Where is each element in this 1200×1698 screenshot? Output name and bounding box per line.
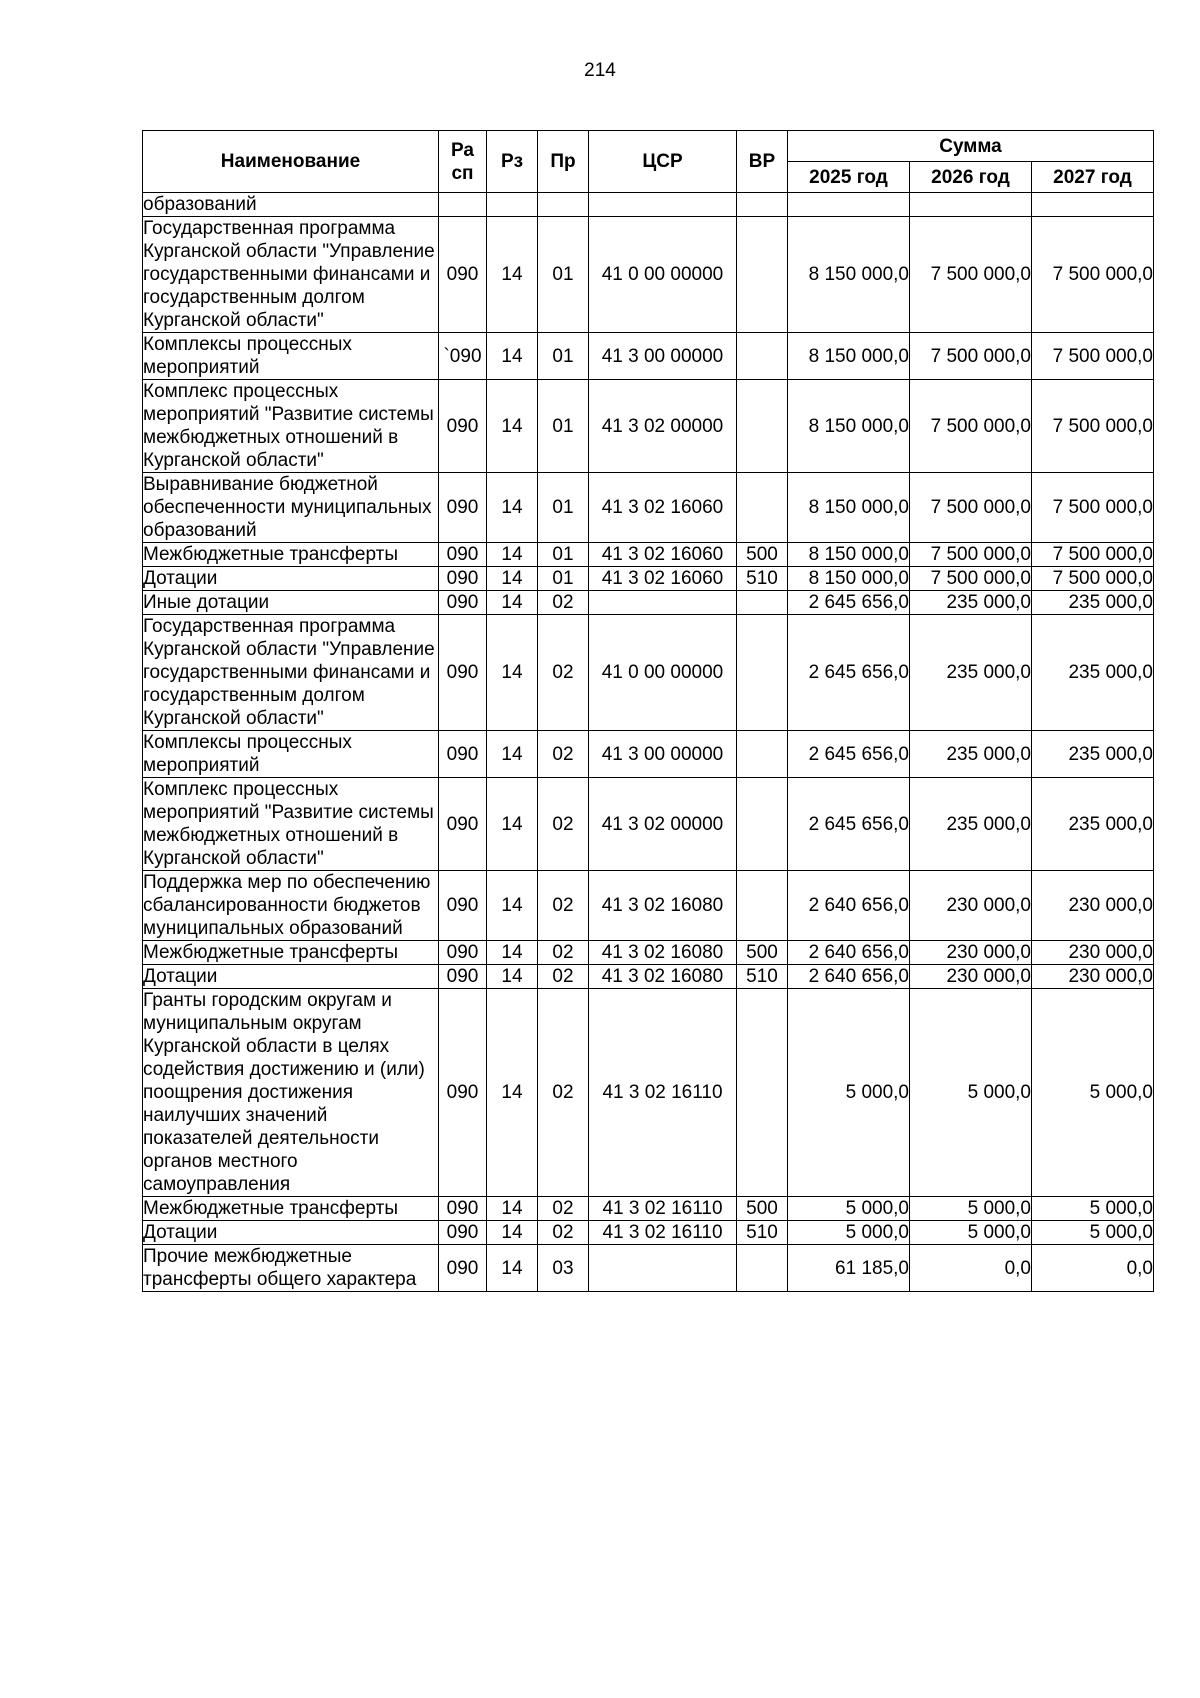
sum-2025-cell: 8 150 000,0 xyxy=(788,567,910,591)
sum-2025-cell: 5 000,0 xyxy=(788,1221,910,1245)
pr-cell: 01 xyxy=(538,567,589,591)
sum-2027-cell: 5 000,0 xyxy=(1032,989,1154,1197)
vr-cell: 500 xyxy=(737,543,788,567)
sum-2025-cell: 2 645 656,0 xyxy=(788,591,910,615)
sum-2025-cell: 2 640 656,0 xyxy=(788,965,910,989)
header-year-2025: 2025 год xyxy=(788,162,910,193)
table-row xyxy=(143,333,1154,380)
sum-2025-cell xyxy=(788,193,910,217)
name-cell: Комплекс процессных мероприятий "Развитие системы межбюджетных отношений в Курганской области" xyxy=(143,380,439,473)
table-row xyxy=(143,193,1154,217)
name-cell: Дотации xyxy=(143,1221,439,1245)
table-row xyxy=(143,941,1154,965)
sum-2026-cell: 230 000,0 xyxy=(910,941,1032,965)
sum-2027-cell xyxy=(1032,193,1154,217)
csr-cell: 41 3 02 16080 xyxy=(589,871,737,941)
table-row xyxy=(143,989,1154,1197)
csr-cell: 41 3 02 16080 xyxy=(589,965,737,989)
sum-2027-cell: 235 000,0 xyxy=(1032,591,1154,615)
sum-2026-cell: 7 500 000,0 xyxy=(910,217,1032,333)
csr-cell: 41 3 00 00000 xyxy=(589,333,737,380)
rasp-cell: 090 xyxy=(439,778,487,871)
table-row xyxy=(143,1245,1154,1292)
name-cell: Поддержка мер по обеспечению сбалансированности бюджетов муниципальных образований xyxy=(143,871,439,941)
rasp-cell: 090 xyxy=(439,380,487,473)
sum-2025-cell: 8 150 000,0 xyxy=(788,380,910,473)
table-row xyxy=(143,380,1154,473)
sum-2027-cell: 5 000,0 xyxy=(1032,1197,1154,1221)
sum-2025-cell: 2 640 656,0 xyxy=(788,941,910,965)
vr-cell xyxy=(737,731,788,778)
csr-cell: 41 3 02 16060 xyxy=(589,543,737,567)
csr-cell: 41 3 02 00000 xyxy=(589,380,737,473)
table-row xyxy=(143,965,1154,989)
sum-2027-cell: 7 500 000,0 xyxy=(1032,217,1154,333)
csr-cell xyxy=(589,591,737,615)
table-row xyxy=(143,543,1154,567)
name-cell: Выравнивание бюджетной обеспеченности муниципальных образований xyxy=(143,473,439,543)
sum-2025-cell: 5 000,0 xyxy=(788,989,910,1197)
sum-2027-cell: 230 000,0 xyxy=(1032,965,1154,989)
vr-cell xyxy=(737,473,788,543)
rz-cell: 14 xyxy=(487,989,538,1197)
header-rz: Рз xyxy=(487,131,538,193)
sum-2026-cell: 5 000,0 xyxy=(910,989,1032,1197)
csr-cell: 41 3 02 16080 xyxy=(589,941,737,965)
rz-cell: 14 xyxy=(487,941,538,965)
pr-cell: 02 xyxy=(538,1197,589,1221)
sum-2026-cell xyxy=(910,193,1032,217)
pr-cell: 02 xyxy=(538,989,589,1197)
vr-cell: 510 xyxy=(737,965,788,989)
vr-cell xyxy=(737,871,788,941)
rz-cell: 14 xyxy=(487,380,538,473)
table-row xyxy=(143,1221,1154,1245)
name-cell: Комплексы процессных мероприятий xyxy=(143,333,439,380)
sum-2025-cell: 5 000,0 xyxy=(788,1197,910,1221)
vr-cell xyxy=(737,778,788,871)
name-cell: Дотации xyxy=(143,567,439,591)
sum-2027-cell: 7 500 000,0 xyxy=(1032,567,1154,591)
sum-2026-cell: 235 000,0 xyxy=(910,731,1032,778)
pr-cell: 01 xyxy=(538,333,589,380)
csr-cell: 41 3 02 16110 xyxy=(589,1221,737,1245)
sum-2026-cell: 5 000,0 xyxy=(910,1197,1032,1221)
sum-2027-cell: 5 000,0 xyxy=(1032,1221,1154,1245)
rz-cell: 14 xyxy=(487,1221,538,1245)
pr-cell: 02 xyxy=(538,871,589,941)
pr-cell: 01 xyxy=(538,380,589,473)
header-year-2027: 2027 год xyxy=(1032,162,1154,193)
rasp-cell: 090 xyxy=(439,473,487,543)
vr-cell xyxy=(737,591,788,615)
rz-cell: 14 xyxy=(487,473,538,543)
header-sum: Сумма xyxy=(788,131,1154,162)
table-row xyxy=(143,615,1154,731)
csr-cell: 41 3 02 16060 xyxy=(589,473,737,543)
sum-2025-cell: 8 150 000,0 xyxy=(788,333,910,380)
sum-2026-cell: 7 500 000,0 xyxy=(910,543,1032,567)
sum-2026-cell: 235 000,0 xyxy=(910,615,1032,731)
vr-cell xyxy=(737,615,788,731)
rasp-cell: 090 xyxy=(439,965,487,989)
pr-cell: 02 xyxy=(538,965,589,989)
sum-2026-cell: 230 000,0 xyxy=(910,871,1032,941)
vr-cell: 510 xyxy=(737,1221,788,1245)
vr-cell xyxy=(737,1245,788,1292)
csr-cell: 41 3 02 16060 xyxy=(589,567,737,591)
rasp-cell: 090 xyxy=(439,591,487,615)
pr-cell: 02 xyxy=(538,731,589,778)
csr-cell: 41 3 02 16110 xyxy=(589,989,737,1197)
name-cell: Государственная программа Курганской области "Управление государственными финансами и государственным долгом Курганской области" xyxy=(143,217,439,333)
rz-cell: 14 xyxy=(487,731,538,778)
sum-2027-cell: 235 000,0 xyxy=(1032,615,1154,731)
rasp-cell: 090 xyxy=(439,1245,487,1292)
name-cell: Межбюджетные трансферты xyxy=(143,1197,439,1221)
rz-cell xyxy=(487,193,538,217)
sum-2025-cell: 2 645 656,0 xyxy=(788,731,910,778)
pr-cell: 02 xyxy=(538,615,589,731)
vr-cell: 500 xyxy=(737,1197,788,1221)
csr-cell xyxy=(589,1245,737,1292)
rz-cell: 14 xyxy=(487,965,538,989)
name-cell: Иные дотации xyxy=(143,591,439,615)
sum-2027-cell: 0,0 xyxy=(1032,1245,1154,1292)
vr-cell xyxy=(737,333,788,380)
rz-cell: 14 xyxy=(487,615,538,731)
sum-2027-cell: 7 500 000,0 xyxy=(1032,380,1154,473)
csr-cell: 41 3 02 16110 xyxy=(589,1197,737,1221)
pr-cell: 02 xyxy=(538,1221,589,1245)
name-cell: образований xyxy=(143,193,439,217)
table-row xyxy=(143,591,1154,615)
name-cell: Межбюджетные трансферты xyxy=(143,543,439,567)
rasp-cell: 090 xyxy=(439,989,487,1197)
csr-cell: 41 0 00 00000 xyxy=(589,217,737,333)
rasp-cell: 090 xyxy=(439,1197,487,1221)
rz-cell: 14 xyxy=(487,567,538,591)
sum-2026-cell: 235 000,0 xyxy=(910,591,1032,615)
sum-2026-cell: 230 000,0 xyxy=(910,965,1032,989)
name-cell: Государственная программа Курганской области "Управление государственными финансами и государственным долгом Курганской области" xyxy=(143,615,439,731)
table-row xyxy=(143,473,1154,543)
rasp-cell: 090 xyxy=(439,941,487,965)
csr-cell: 41 0 00 00000 xyxy=(589,615,737,731)
name-cell: Гранты городским округам и муниципальным округам Курганской области в целях содействия достижению и (или) поощрения достижения наилучших значений показателей деятельности органов местного самоуправления xyxy=(143,989,439,1197)
vr-cell xyxy=(737,989,788,1197)
vr-cell xyxy=(737,193,788,217)
rz-cell: 14 xyxy=(487,1197,538,1221)
table-row xyxy=(143,731,1154,778)
pr-cell: 01 xyxy=(538,473,589,543)
sum-2027-cell: 7 500 000,0 xyxy=(1032,473,1154,543)
sum-2025-cell: 2 645 656,0 xyxy=(788,778,910,871)
pr-cell: 01 xyxy=(538,217,589,333)
sum-2025-cell: 8 150 000,0 xyxy=(788,543,910,567)
header-year-2026: 2026 год xyxy=(910,162,1032,193)
header-csr: ЦСР xyxy=(589,131,737,193)
sum-2026-cell: 7 500 000,0 xyxy=(910,380,1032,473)
sum-2025-cell: 2 645 656,0 xyxy=(788,615,910,731)
sum-2026-cell: 0,0 xyxy=(910,1245,1032,1292)
vr-cell xyxy=(737,380,788,473)
table-row xyxy=(143,1197,1154,1221)
header-name: Наименование xyxy=(143,131,439,193)
pr-cell: 02 xyxy=(538,591,589,615)
rz-cell: 14 xyxy=(487,778,538,871)
pr-cell xyxy=(538,193,589,217)
sum-2025-cell: 2 640 656,0 xyxy=(788,871,910,941)
sum-2027-cell: 235 000,0 xyxy=(1032,731,1154,778)
name-cell: Комплексы процессных мероприятий xyxy=(143,731,439,778)
rz-cell: 14 xyxy=(487,217,538,333)
pr-cell: 02 xyxy=(538,778,589,871)
rz-cell: 14 xyxy=(487,333,538,380)
rasp-cell: 090 xyxy=(439,1221,487,1245)
rasp-cell: 090 xyxy=(439,567,487,591)
sum-2025-cell: 8 150 000,0 xyxy=(788,217,910,333)
rasp-cell: 090 xyxy=(439,543,487,567)
vr-cell: 500 xyxy=(737,941,788,965)
rz-cell: 14 xyxy=(487,591,538,615)
sum-2026-cell: 7 500 000,0 xyxy=(910,473,1032,543)
name-cell: Дотации xyxy=(143,965,439,989)
table-row xyxy=(143,217,1154,333)
budget-table xyxy=(142,130,1154,1292)
rz-cell: 14 xyxy=(487,871,538,941)
header-pr: Пр xyxy=(538,131,589,193)
header-rasp: Ра сп xyxy=(439,131,487,193)
table-row xyxy=(143,871,1154,941)
csr-cell: 41 3 00 00000 xyxy=(589,731,737,778)
sum-2027-cell: 7 500 000,0 xyxy=(1032,333,1154,380)
table-header xyxy=(143,131,1154,193)
sum-2026-cell: 7 500 000,0 xyxy=(910,567,1032,591)
table-row xyxy=(143,778,1154,871)
name-cell: Прочие межбюджетные трансферты общего характера xyxy=(143,1245,439,1292)
name-cell: Комплекс процессных мероприятий "Развитие системы межбюджетных отношений в Курганской области" xyxy=(143,778,439,871)
sum-2025-cell: 61 185,0 xyxy=(788,1245,910,1292)
vr-cell xyxy=(737,217,788,333)
rz-cell: 14 xyxy=(487,1245,538,1292)
sum-2027-cell: 230 000,0 xyxy=(1032,941,1154,965)
rasp-cell: 090 xyxy=(439,615,487,731)
sum-2026-cell: 7 500 000,0 xyxy=(910,333,1032,380)
sum-2027-cell: 230 000,0 xyxy=(1032,871,1154,941)
csr-cell xyxy=(589,193,737,217)
rz-cell: 14 xyxy=(487,543,538,567)
pr-cell: 01 xyxy=(538,543,589,567)
header-vr: ВР xyxy=(737,131,788,193)
rasp-cell xyxy=(439,193,487,217)
sum-2027-cell: 7 500 000,0 xyxy=(1032,543,1154,567)
rasp-cell: 090 xyxy=(439,731,487,778)
sum-2026-cell: 5 000,0 xyxy=(910,1221,1032,1245)
sum-2025-cell: 8 150 000,0 xyxy=(788,473,910,543)
name-cell: Межбюджетные трансферты xyxy=(143,941,439,965)
vr-cell: 510 xyxy=(737,567,788,591)
sum-2026-cell: 235 000,0 xyxy=(910,778,1032,871)
pr-cell: 03 xyxy=(538,1245,589,1292)
table-body xyxy=(143,193,1154,1292)
rasp-cell: `090 xyxy=(439,333,487,380)
pr-cell: 02 xyxy=(538,941,589,965)
csr-cell: 41 3 02 00000 xyxy=(589,778,737,871)
rasp-cell: 090 xyxy=(439,217,487,333)
sum-2027-cell: 235 000,0 xyxy=(1032,778,1154,871)
page-number: 214 xyxy=(584,60,616,81)
rasp-cell: 090 xyxy=(439,871,487,941)
table-row xyxy=(143,567,1154,591)
